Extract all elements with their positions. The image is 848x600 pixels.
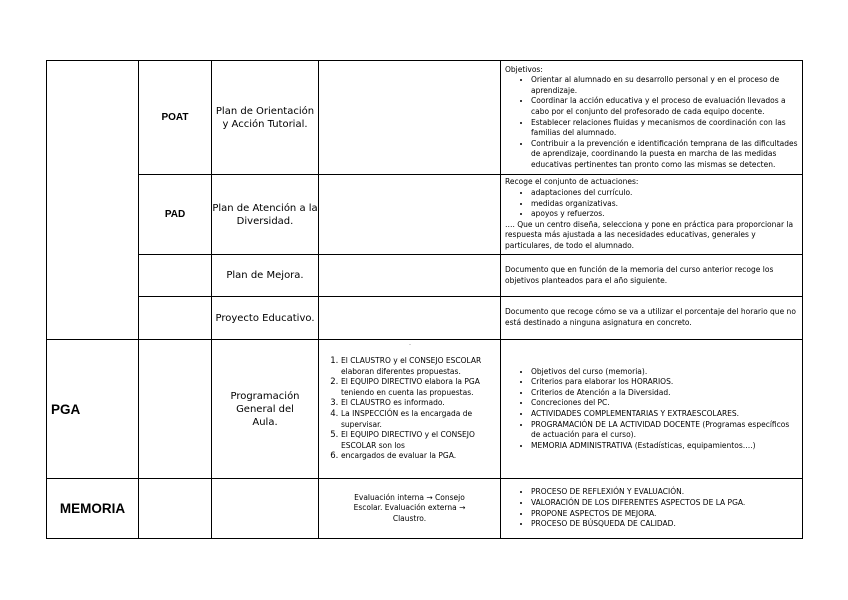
list-item: • apoyos y refuerzos.	[531, 209, 798, 220]
bullet-list-memoria	[505, 487, 798, 529]
list-item: 4. La INSPECCIÓN es la encargada de supervisar.	[341, 409, 500, 430]
list-item: 1. El CLAUSTRO y el CONSEJO ESCOLAR elaboran diferentes propuestas.	[341, 356, 500, 377]
row-label-memoria: MEMORIA	[47, 479, 139, 539]
row-desc-pad	[501, 175, 803, 255]
list-item: • Concreciones del PC.	[531, 398, 798, 409]
list-item: 5. El EQUIPO DIRECTIVO y el CONSEJO ESCOLAR son los	[341, 430, 500, 451]
list-item: • MEMORIA ADMINISTRATIVA (Estadísticas, equipamientos….)	[531, 441, 798, 452]
steps-list-pga	[319, 356, 500, 462]
row-name-proyecto: Proyecto Educativo.	[212, 297, 319, 340]
empty-abbr-proyecto	[139, 297, 212, 340]
row-label-pga: PGA	[47, 340, 139, 479]
row-desc-poat	[501, 61, 803, 175]
row-desc-proyecto: Documento que recoge cómo se va a utilizar el porcentaje del horario que no está destinado a ninguna asignatura en concreto.	[501, 297, 803, 340]
list-item: • PROCESO DE BÚSQUEDA DE CALIDAD.	[531, 519, 798, 530]
row-abbr-pad: PAD	[139, 175, 212, 255]
row-name-poat: Plan de Orientación y Acción Tutorial.	[212, 61, 319, 175]
list-item: 6. encargados de evaluar la PGA.	[341, 451, 500, 462]
desc-title-poat: Objetivos:	[505, 64, 543, 74]
list-item: • Criterios de Atención a la Diversidad.	[531, 388, 798, 399]
list-item: • Criterios para elaborar los HORARIOS.	[531, 377, 798, 388]
list-item: • ACTIVIDADES COMPLEMENTARIAS Y EXTRAESCOLARES.	[531, 409, 798, 420]
list-item: • PROPONE ASPECTOS DE MEJORA.	[531, 509, 798, 520]
table-row-mejora	[47, 255, 803, 297]
row-name-pga: Programación General del Aula.	[212, 340, 319, 479]
empty-abbr-memoria	[139, 479, 212, 539]
bullet-list-pad	[505, 188, 798, 220]
row-steps-pga	[319, 340, 501, 479]
desc-title-pad: Recoge el conjunto de actuaciones:	[505, 177, 639, 187]
row-desc-mejora: Documento que en función de la memoria del curso anterior recoge los objetivos planteados para el año siguiente.	[501, 255, 803, 297]
group-cell	[47, 61, 139, 340]
empty-name-memoria	[212, 479, 319, 539]
empty-cell-proyecto	[319, 297, 501, 340]
table-row-proyecto	[47, 297, 803, 340]
empty-cell-mejora	[319, 255, 501, 297]
stray-dot-mark: ·	[409, 342, 411, 348]
table-row-pad	[47, 175, 803, 255]
row-evaluation-memoria: Evaluación interna → Consejo Escolar. Evaluación externa → Claustro.	[319, 479, 501, 539]
list-item: • PROGRAMACIÓN DE LA ACTIVIDAD DOCENTE (Programas específicos de actuación para el curso).	[531, 420, 798, 441]
document-table	[46, 60, 803, 539]
table-row-memoria	[47, 479, 803, 539]
empty-abbr-pga	[139, 340, 212, 479]
row-desc-memoria	[501, 479, 803, 539]
list-item: 2. El EQUIPO DIRECTIVO elabora la PGA teniendo en cuenta las propuestas.	[341, 377, 500, 398]
bullet-list-poat	[505, 75, 798, 170]
list-item: 3. El CLAUSTRO es informado.	[341, 398, 500, 409]
list-item: • PROCESO DE REFLEXIÓN Y EVALUACIÓN.	[531, 487, 798, 498]
row-abbr-poat: POAT	[139, 61, 212, 175]
list-item: • VALORACIÓN DE LOS DIFERENTES ASPECTOS DE LA PGA.	[531, 498, 798, 509]
empty-abbr-mejora	[139, 255, 212, 297]
row-desc-pga	[501, 340, 803, 479]
list-item: • Contribuir a la prevención e identificación temprana de las dificultades de aprendizaje, coordinando la puesta en marcha de las medidas educativas pertinentes tan pronto como las mismas se detecten.	[531, 139, 798, 171]
row-name-mejora: Plan de Mejora.	[212, 255, 319, 297]
empty-cell-pad	[319, 175, 501, 255]
list-item: • Orientar al alumnado en su desarrollo personal y en el proceso de aprendizaje.	[531, 75, 798, 96]
list-item: • Coordinar la acción educativa y el proceso de evaluación llevados a cabo por el conjunto del profesorado de cada equipo docente.	[531, 96, 798, 117]
bullet-list-pga	[505, 367, 798, 452]
empty-cell-poat	[319, 61, 501, 175]
list-item: • Establecer relaciones fluidas y mecanismos de coordinación con las familias del alumnado.	[531, 118, 798, 139]
table-row-poat	[47, 61, 803, 175]
row-name-pad: Plan de Atención a la Diversidad.	[212, 175, 319, 255]
table-row-pga	[47, 340, 803, 479]
list-item: • medidas organizativas.	[531, 199, 798, 210]
list-item: • Objetivos del curso (memoria).	[531, 367, 798, 378]
list-item: • adaptaciones del currículo.	[531, 188, 798, 199]
desc-tail-pad: …. Que un centro diseña, selecciona y pone en práctica para proporcionar la respuesta más ajustada a las necesidades educativas, generales y particulares, de todo el alumnado.	[505, 219, 794, 250]
